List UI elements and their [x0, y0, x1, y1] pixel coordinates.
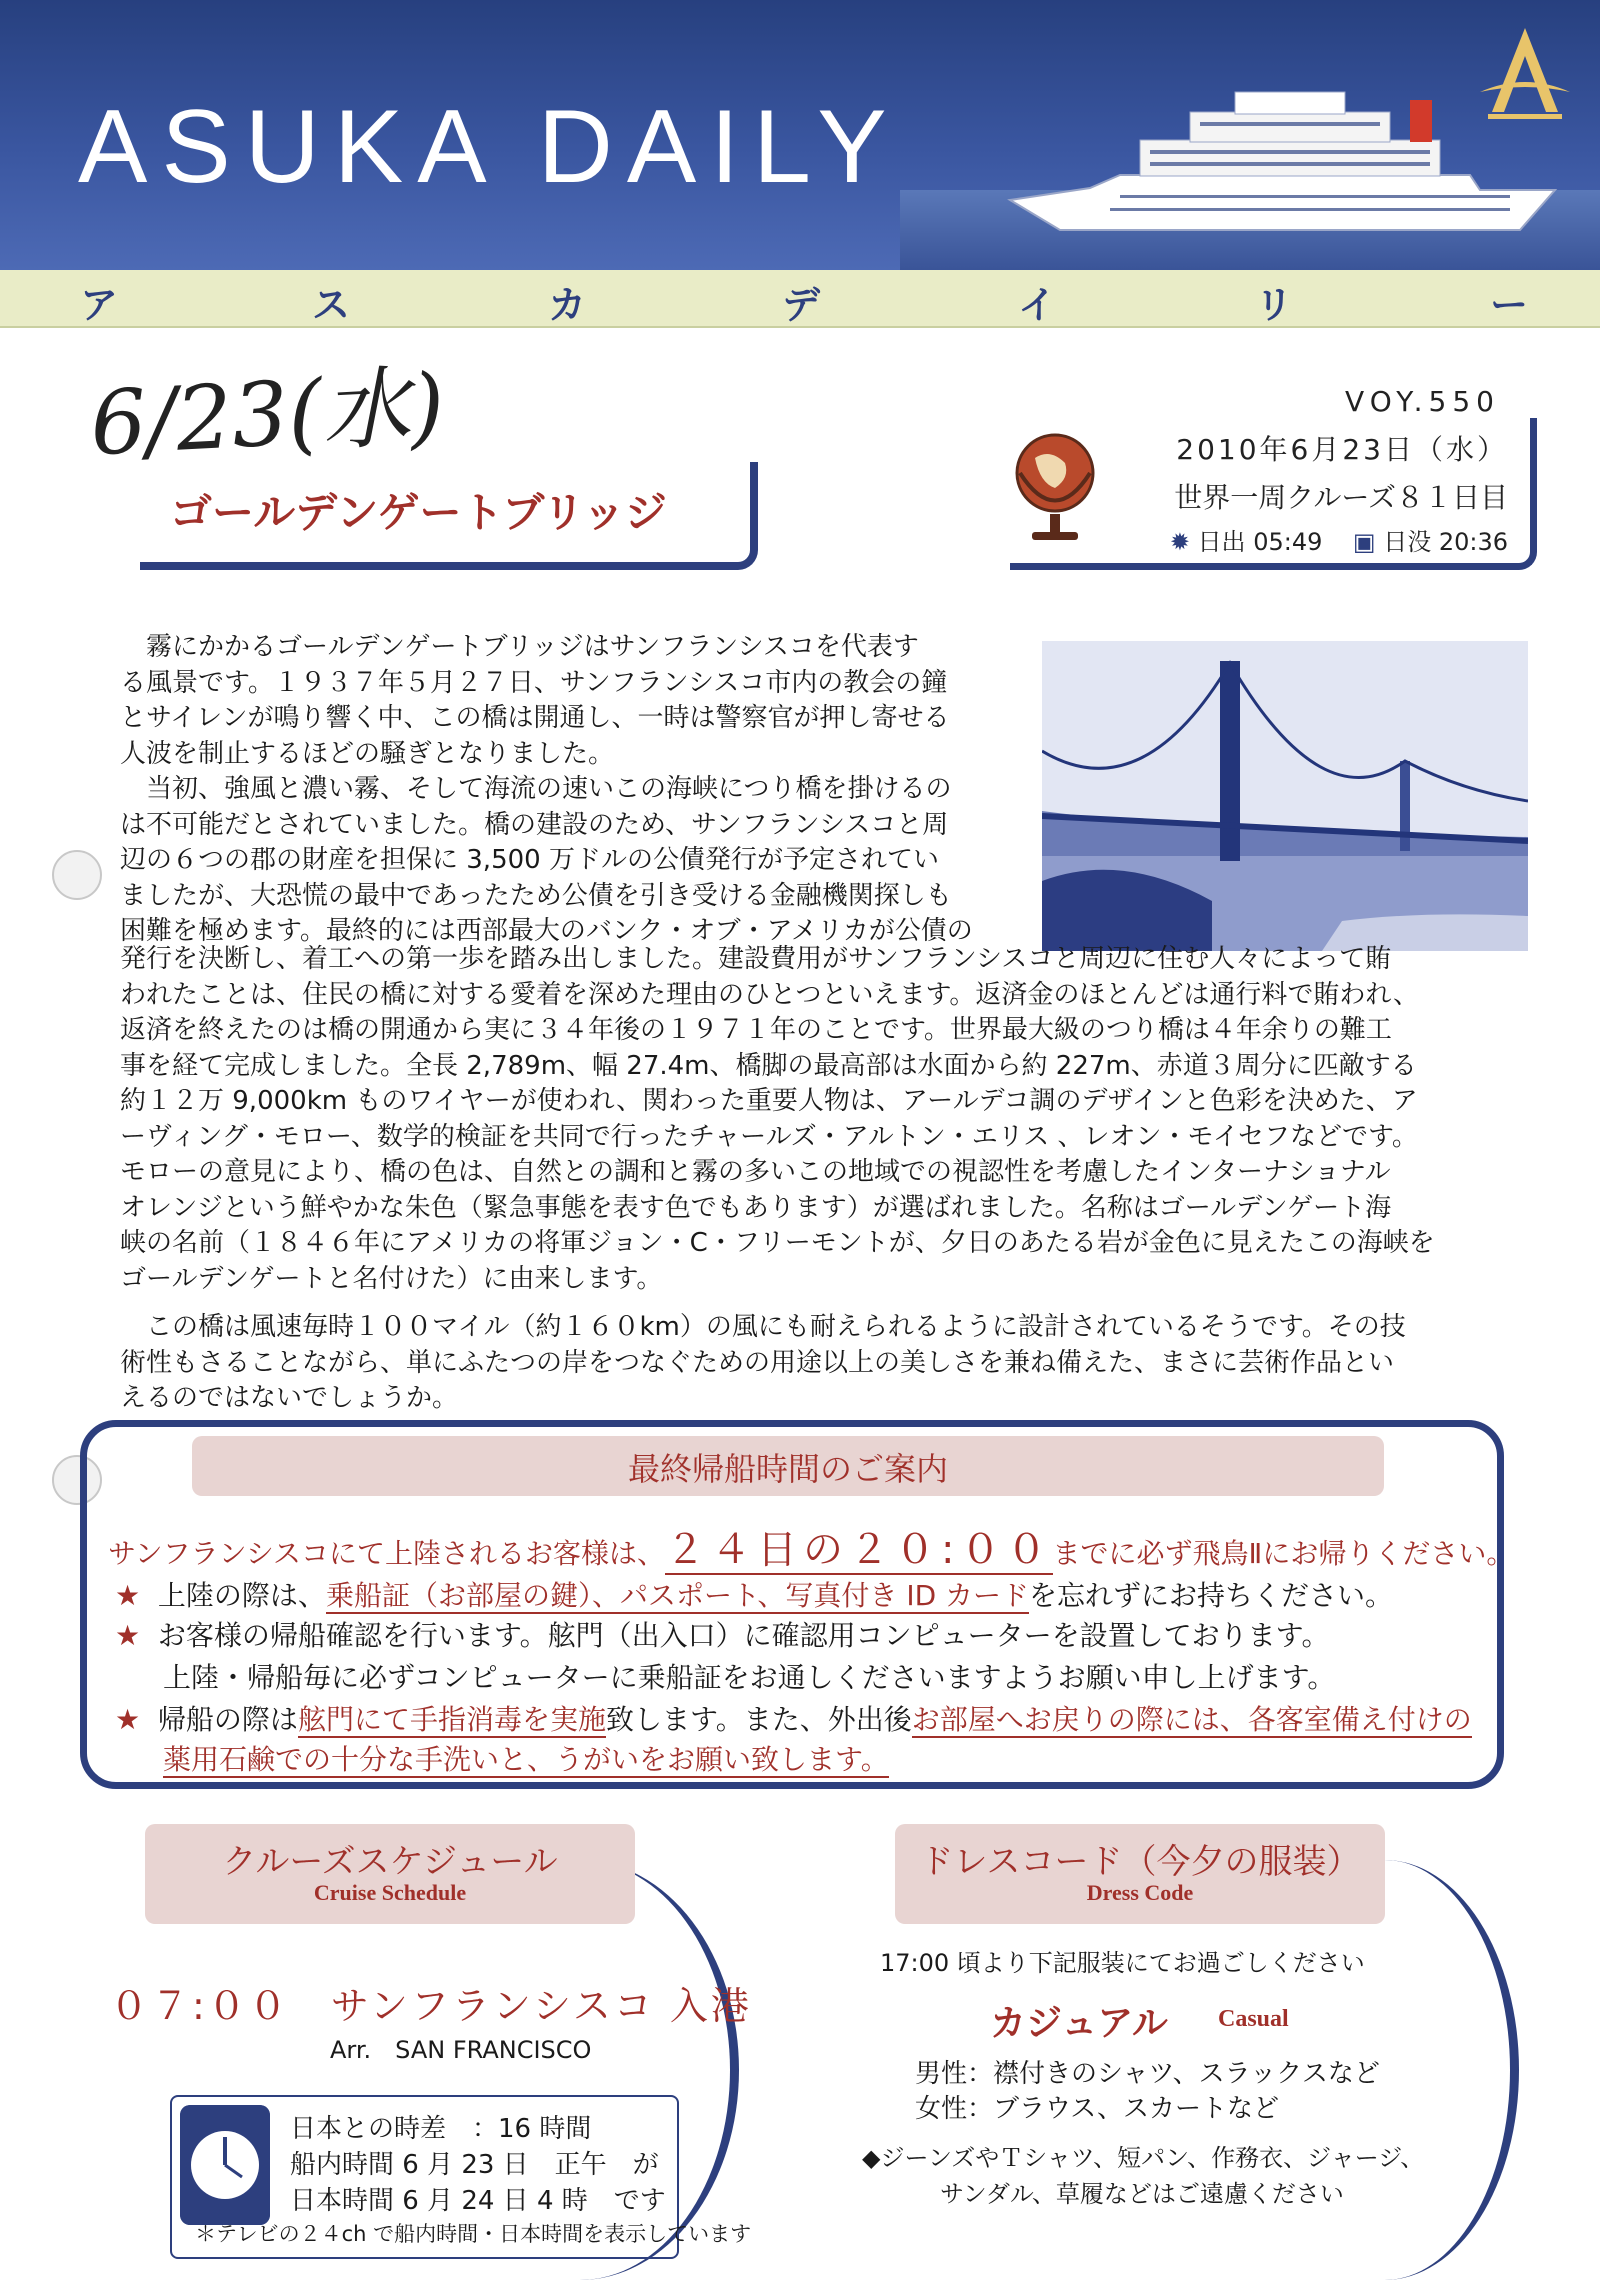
- dress-code-style: カジュアル: [990, 2003, 1168, 2044]
- text-line: る風景です。１９３７年５月２７日、サンフランシスコ市内の教会の鐘: [120, 667, 948, 698]
- item1-red: 乗船証（お部屋の鍵）、パスポート、写真付き ID カード: [325, 1579, 1030, 1612]
- tz-line-2: 船内時間 6 月 23 日 正午 が: [290, 2150, 659, 2180]
- sunset-icon: ▣: [1352, 528, 1376, 556]
- punch-hole: [52, 850, 102, 900]
- text-line: 霧にかかるゴールデンゲートブリッジはサンフランシスコを代表す: [120, 632, 919, 662]
- sunset-time: 日没 20:36: [1383, 528, 1508, 556]
- kana-band: [0, 270, 1600, 328]
- masthead: [0, 0, 1600, 270]
- schedule-title: クルーズスケジュール: [222, 1842, 558, 1882]
- text-line: 困難を極めます。最終的には西部最大のバンク・オブ・アメリカが公債の: [120, 916, 973, 946]
- voyage-number: VOY.550: [1345, 385, 1500, 418]
- voyage-day: 世界一周クルーズ８１日目: [1174, 481, 1508, 514]
- voyage-info-box: [1010, 418, 1537, 570]
- dress-code-women: 女性：ブラウス、スカートなど: [915, 2094, 1280, 2124]
- kana-char: ス: [312, 285, 351, 327]
- item3-red3: 薬用石鹸での十分な手洗いと、うがいをお願い致します。: [163, 1743, 889, 1776]
- text-line: 辺の６つの郡の財産を担保に 3,500 万ドルの公債発行が予定されてい: [120, 845, 939, 875]
- sunrise-time: 日出 05:49: [1197, 528, 1323, 556]
- text-line: オレンジという鮮やかな朱色（緊急事態を表す色でもあります）が選ばれました。名称はゴールデンゲート海: [120, 1192, 1392, 1223]
- kana-char: リ: [1255, 285, 1294, 327]
- return-line1-post: までに必ず飛鳥Ⅱにお帰りください。: [1052, 1537, 1515, 1570]
- text-line: ましたが、大恐慌の最中であったため公債を引き受ける金融機関探しも: [120, 880, 952, 911]
- dress-code-intro: 17:00 頃より下記服装にてお過ごしください: [880, 1949, 1365, 1977]
- text-line: 峡の名前（１８４６年にアメリカの将軍ジョン・C・フリーモントが、夕日のあたる岩が金色に見えたこの海峡を: [120, 1228, 1435, 1258]
- text-line: は不可能だとされていました。橋の建設のため、サンフランシスコと周: [120, 809, 949, 840]
- dress-code-note-2: サンダル、草履などはご遠慮ください: [940, 2180, 1344, 2208]
- asuka-logo-icon: [1470, 20, 1580, 130]
- text-line: ーヴィング・モロー、数学的検証を共同で行ったチャールズ・アルトン・エリス 、レオン・モイセフなどです。: [120, 1121, 1418, 1152]
- dress-code-note-1: ◆ジーンズやＴシャツ、短パン、作務衣、ジャージ、: [862, 2144, 1425, 2172]
- dress-code-style-en: Casual: [1218, 2006, 1289, 2032]
- article-paragraph-2: [120, 942, 1520, 1297]
- star-icon: ★: [115, 1619, 141, 1652]
- article-paragraph-1: [120, 630, 1020, 950]
- return-item-3b: [163, 1738, 889, 1778]
- article-title-box: [140, 462, 758, 570]
- kana-char: カ: [548, 285, 587, 327]
- text-line: 約１２万 9,000km ものワイヤーが使われ、関わった重要人物は、アールデコ調のデザインと色彩を決めた、ア: [120, 1086, 1418, 1116]
- text-line: 術性もさることながら、単にふたつの岸をつなぐための用途以上の美しさを兼ね備えた、まさに芸術作品とい: [120, 1347, 1395, 1378]
- star-icon: ★: [115, 1703, 141, 1736]
- text-line: ゴールデンゲートと名付けた）に由来します。: [120, 1263, 663, 1294]
- text-line: この橋は風速毎時１００マイル（約１６０km）の風にも耐えられるように設計されているそうです。その技: [120, 1312, 1406, 1342]
- dress-code-title: ドレスコード（今夕の服装）: [919, 1842, 1361, 1882]
- handwritten-date: 6/23(水): [87, 353, 448, 476]
- return-notice-title: 最終帰船時間のご案内: [627, 1450, 948, 1488]
- article-paragraph-3: [120, 1310, 1520, 1417]
- text-line: 当初、強風と濃い霧、そして海流の速いこの海峡につり橋を掛けるの: [120, 774, 952, 804]
- kana-char: ア: [80, 285, 119, 327]
- text-line: 人波を制止するほどの騒ぎとなりました。: [120, 738, 615, 769]
- sun-times: [1170, 522, 1508, 557]
- item2a: お客様の帰船確認を行います。舷門（出入口）に確認用コンピューターを設置しております。: [157, 1619, 1330, 1652]
- schedule-arrival: ０７:００ サンフランシスコ 入港: [110, 1984, 752, 2028]
- return-time: ２４日の２０:００: [665, 1527, 1053, 1573]
- item3-pre: 帰船の際は: [157, 1703, 298, 1736]
- tz-line-3: 日本時間 6 月 24 日 4 時 です: [290, 2186, 666, 2216]
- kana-char: デ: [782, 285, 821, 327]
- masthead-title: ASUKA DAILY: [78, 89, 901, 205]
- return-item-1: [115, 1574, 1393, 1614]
- voyage-date: 2010年6月23日（水）: [1176, 433, 1508, 466]
- text-line: とサイレンが鳴り響く中、この橋は開通し、一時は警察官が押し寄せる: [120, 703, 950, 733]
- return-item-3: [115, 1698, 1472, 1738]
- sunrise-icon: ✹: [1169, 528, 1190, 556]
- text-line: 発行を決断し、着工への第一歩を踏み出しました。建設費用がサンフランシスコと周辺に住む人々によって賄: [120, 944, 1392, 974]
- text-line: 返済を終えたのは橋の開通から実に３４年後の１９７１年のことです。世界最大級のつり橋は４年余りの難工: [120, 1015, 1392, 1045]
- return-line-1: [108, 1518, 1514, 1575]
- globe-icon: [1010, 418, 1100, 553]
- schedule-subtitle: Cruise Schedule: [313, 1880, 467, 1905]
- tz-note: ＊テレビの２４ch で船内時間・日本時間を表示しています: [195, 2222, 752, 2246]
- dress-code-men: 男性：襟付きのシャツ、スラックスなど: [915, 2059, 1380, 2089]
- return-line1-pre: サンフランシスコにて上陸されるお客様は、: [108, 1537, 666, 1570]
- dress-code-subtitle: Dress Code: [1086, 1880, 1194, 1905]
- kana-char: イ: [1018, 285, 1057, 327]
- item1-post: を忘れずにお持ちください。: [1029, 1579, 1394, 1612]
- kana-char: ー: [1490, 285, 1529, 327]
- item1-pre: 上陸の際は、: [157, 1579, 326, 1612]
- article-title: ゴールデンゲートブリッジ: [170, 488, 667, 537]
- text-line: モローの意見により、橋の色は、自然との調和と霧の多いこの地域での視認性を考慮したインターナショナル: [120, 1157, 1391, 1187]
- item3-red2: お部屋へお戻りの際には、各客室備え付けの: [911, 1703, 1472, 1736]
- text-line: えるのではないでしょうか。: [120, 1383, 459, 1413]
- golden-gate-photo: [1042, 641, 1528, 951]
- tz-line-1: 日本との時差 ：16 時間: [290, 2114, 592, 2144]
- item3-mid: 致します。また、外出後: [605, 1703, 912, 1736]
- return-item-2b: 上陸・帰船毎に必ずコンピューターに乗船証をお通しくださいますようお願い申し上げます。: [163, 1661, 1336, 1694]
- star-icon: ★: [115, 1579, 141, 1612]
- return-item-2: [115, 1614, 1329, 1654]
- schedule-arrival-en: Arr. SAN FRANCISCO: [330, 2036, 592, 2064]
- clock-icon: [180, 2105, 270, 2225]
- item3-red1: 舷門にて手指消毒を実施: [297, 1703, 606, 1736]
- text-line: われたことは、住民の橋に対する愛着を深めた理由のひとつといえます。返済金のほとんどは通行料で賄われ、: [120, 979, 1419, 1010]
- text-line: 事を経て完成しました。全長 2,789m、幅 27.4m、橋脚の最高部は水面から約 227m、赤道３周分に匹敵する: [120, 1050, 1417, 1081]
